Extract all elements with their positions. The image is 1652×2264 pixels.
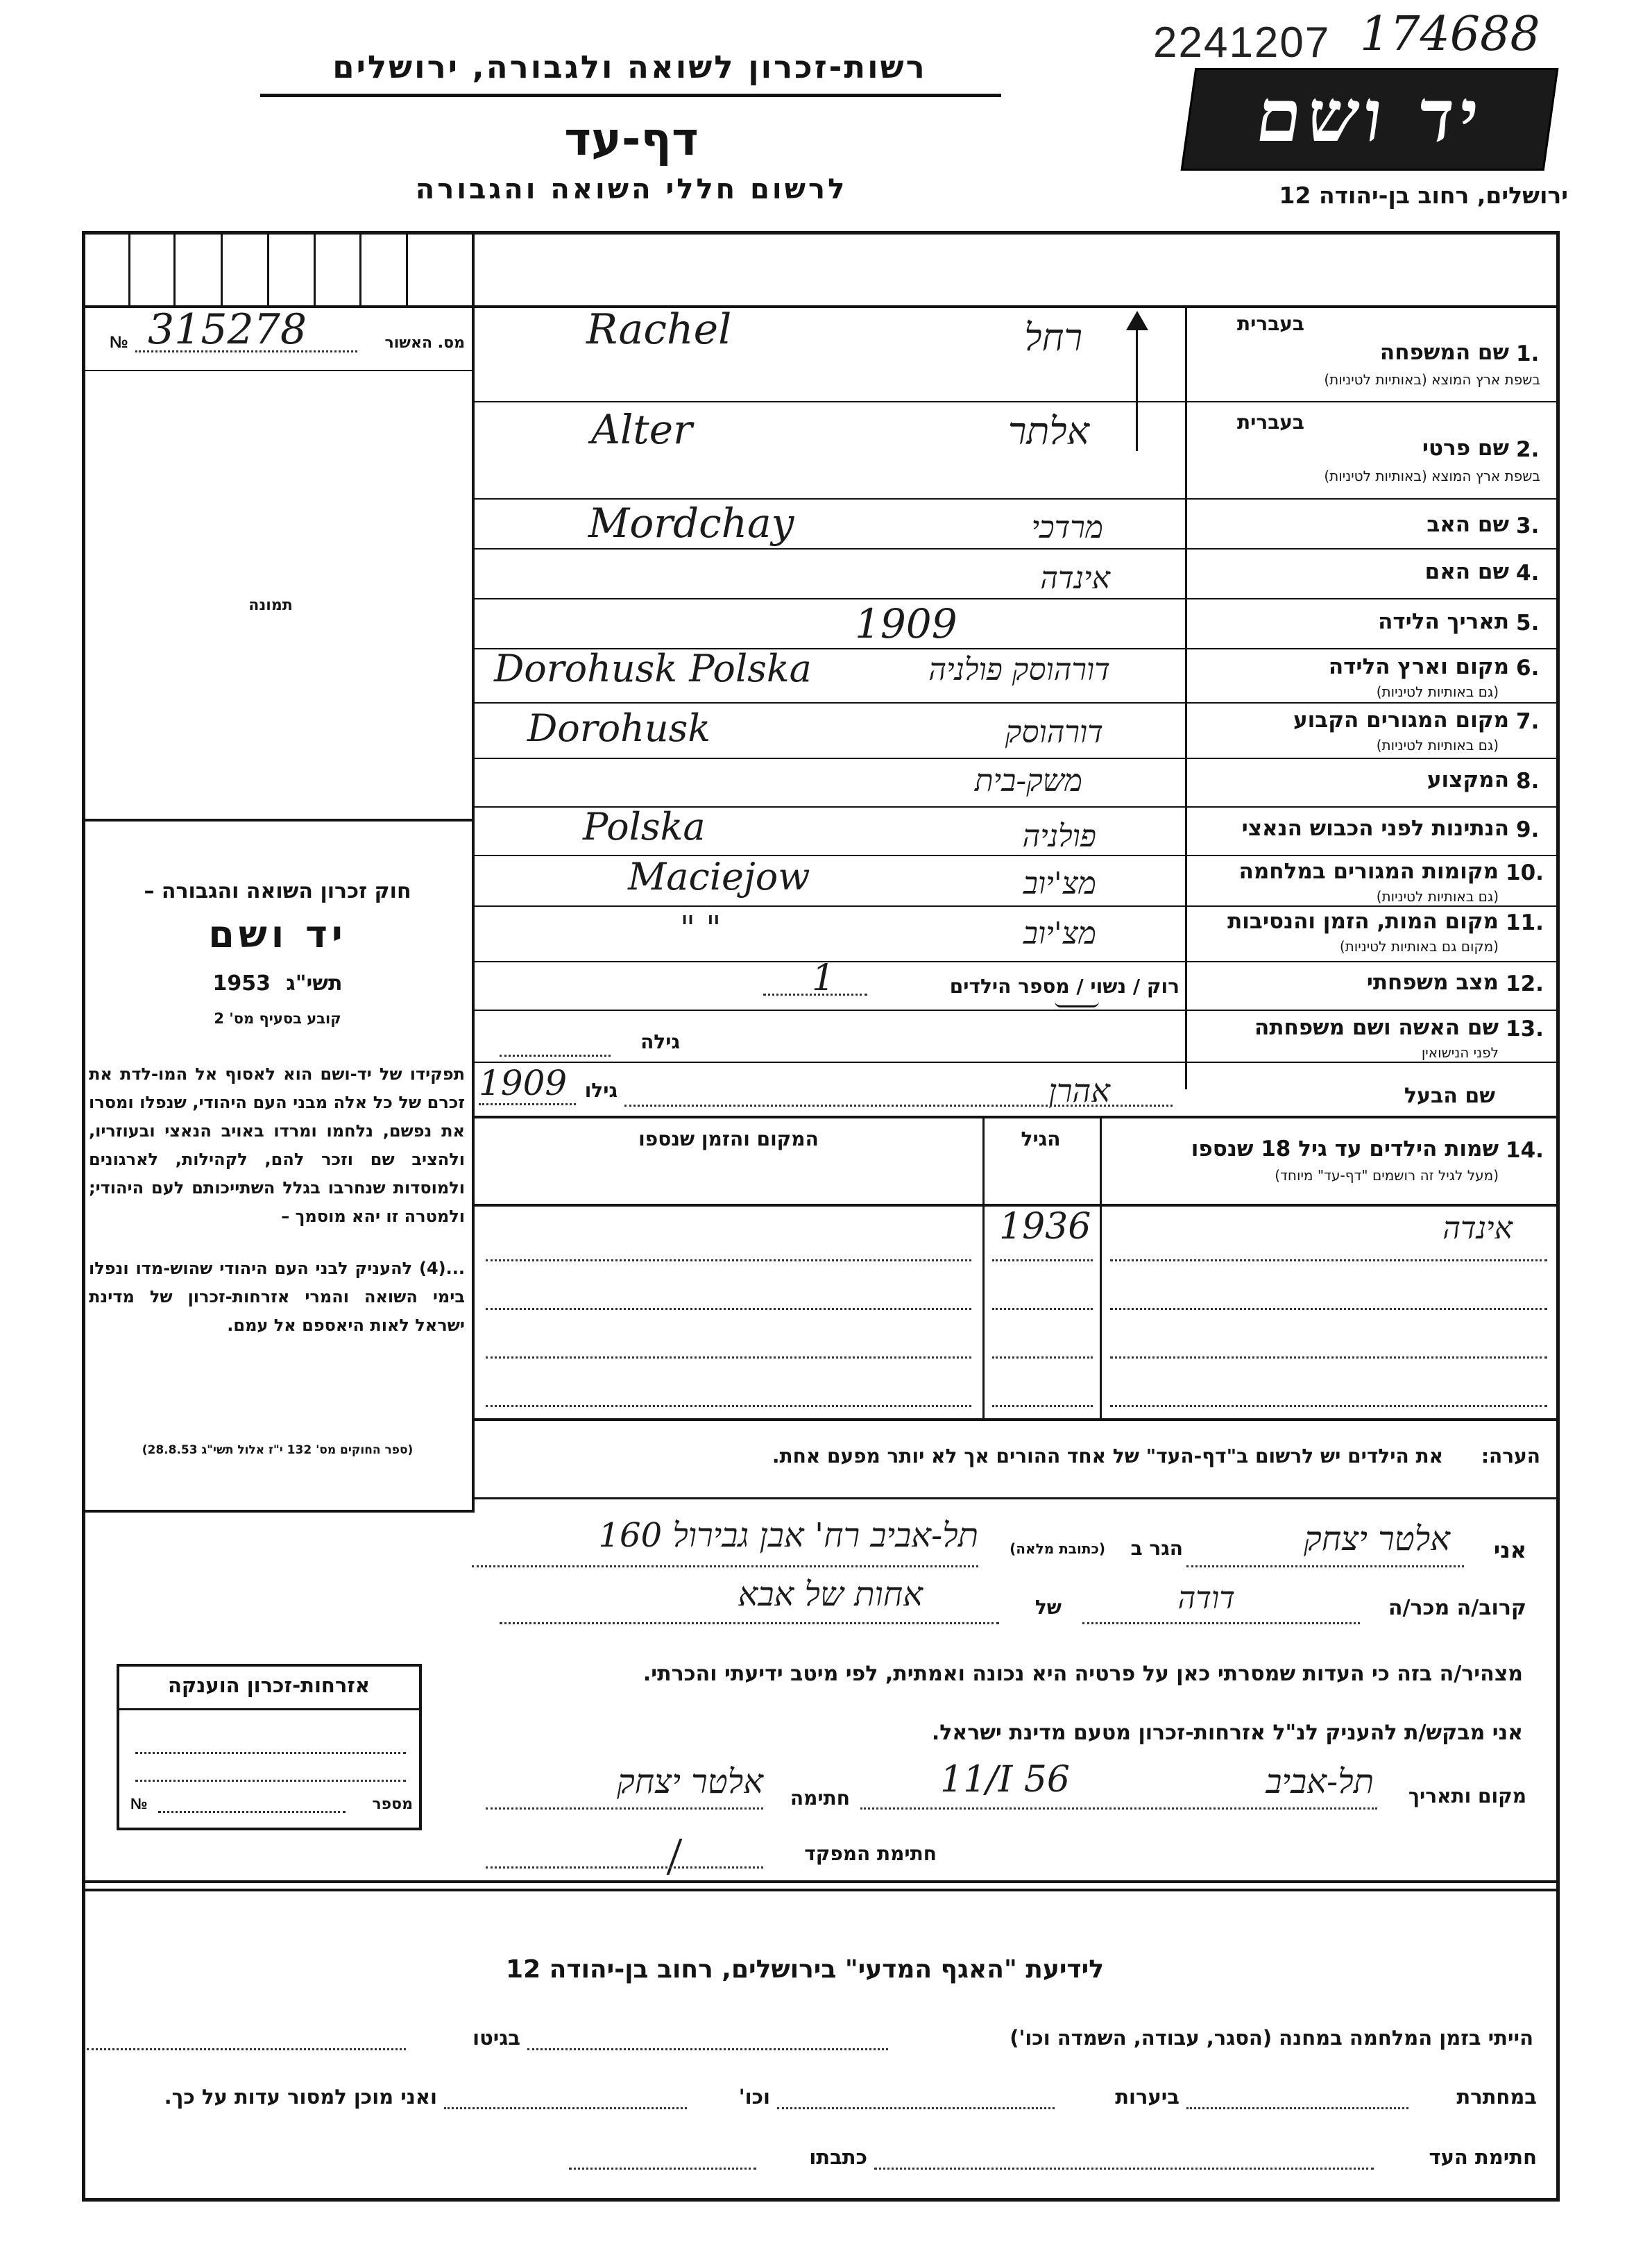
marital-options: רוק / נשוי / מספר הילדים [949,975,1180,998]
citizenship-title: אזרחות-זכרון הוענקה [167,1674,371,1697]
living-in-label: הגר ב [1130,1537,1183,1560]
law-year-hebrew: תשי"ג [286,971,343,996]
note-label: הערה: [1481,1445,1540,1467]
field-1-lang-note: בעברית [1236,312,1304,335]
annotation-arrow-shaft [1136,326,1138,451]
declarant-name: אלטר יצחק [1304,1520,1450,1558]
field-12-label: מצב משפחתי [1366,970,1499,995]
field-11-number: 11. [1506,910,1544,935]
place-date-label: מקום ותאריך [1408,1785,1526,1807]
birth-date: 1909 [855,600,957,647]
children-age-header: הגיל [1021,1127,1061,1150]
law-text-2: ...(4) להעניק לבני העם היהודי שהוש-מדו ונפלו בימי השואה והמרי אזרחות-זכרון של מדינת ישראל לאות היאספם אל עמם. [89,1259,465,1335]
law-year-line [90,971,465,996]
place-value: תל-אביב [1266,1762,1374,1801]
inspector-label: חתימת המפקד [804,1842,937,1865]
field-9-label: הנתינות לפני הכבוש הנאצי [1241,816,1509,841]
stamp-number: 2241207 [1153,19,1331,67]
children-label: שמות הילדים עד גיל 18 שנספו [1191,1137,1499,1161]
field-6-sub: (גם באותיות לטיניות) [1376,683,1499,700]
field-12-number: 12. [1506,971,1544,996]
cert-no-prefix: № [110,333,128,352]
handwritten-number: 174688 [1360,7,1540,62]
mother-name-hebrew: אינדה [1040,561,1110,596]
law-name: יד ושם [208,912,347,956]
footer-line3-b: כתבתו [809,2145,867,2169]
field-3-label: שם האב [1427,512,1509,537]
relative-label: קרוב/ה מכר/ה [1388,1596,1526,1620]
field-11-sub: (מקום גם באותיות לטיניות) [1339,938,1499,955]
of-label: של [1034,1596,1062,1619]
yad-vashem-logo [1181,68,1559,171]
footer-line2-a: במחתרת [1456,2085,1537,2109]
field-2-number: 2. [1516,437,1540,462]
page-title: דף-עד [564,112,699,166]
header-rule [260,94,1001,97]
field-1-label: שם המשפחה [1379,340,1509,365]
death-place-hebrew: מצ'יוב [1023,916,1096,951]
husband-name-value: אהרן [1048,1072,1110,1109]
declarant-label: אני [1493,1537,1526,1563]
wartime-residence-hebrew: מצ'יוב [1023,866,1096,901]
field-2-lang-note: בעברית [1236,411,1304,434]
page-subtitle: לרשום חללי השואה והגבורה [415,173,848,205]
surname-latin: Rachel [586,305,732,354]
birthplace-latin: Dorohusk Polska [494,647,812,690]
children-place-header: המקום והזמן שנספו [638,1127,819,1150]
footer-line2-d: ואני מוכן למסור עדות על כך. [164,2085,437,2109]
field-7-sub: (גם באותיות לטיניות) [1376,737,1499,754]
field-10-label: מקומות המגורים במלחמה [1238,859,1499,884]
field-6-number: 6. [1516,656,1540,681]
footer-line2-b: ביערות [1115,2085,1180,2109]
declarant-address: תל-אביב רח' אבן גבירול 160 [598,1516,978,1555]
authority-name: רשות-זכרון לשואה ולגבורה, ירושלים [332,49,927,85]
header-address: ירושלים, רחוב בן-יהודה 12 [1279,182,1568,209]
label-column-divider [1185,305,1187,1089]
field-5-number: 5. [1516,611,1540,636]
law-reference: (ספר החוקים מס' 132 י"ז אלול תשי"ג 28.8.53) [142,1443,414,1457]
citizenship-number-label: מספר [372,1796,413,1813]
relation-of-value: אחות של אבא [738,1575,923,1614]
residence-hebrew: דורהוסק [1005,715,1103,750]
death-place-ditto: " " [680,909,722,948]
field-2-label: שם פרטי [1422,436,1509,461]
full-address-note: (כתובת מלאה) [1010,1540,1105,1557]
father-name-latin: Mordchay [588,500,794,547]
field-7-label: מקום המגורים הקבוע [1293,708,1509,733]
signature-value: אלטר יצחק [617,1762,763,1801]
footer-line2-c: וכו' [738,2085,770,2109]
law-clause: קובע בסעיף מס' 2 [214,1010,341,1027]
law-text-1: תפקידו של יד-ושם הוא לאסוף אל המו-לדת את זכרם של כל אלה מבני העם היהודי, שנפלו ומסרו את נפשם, נלחמו ומרדו באויב הנאצי ובעוזריו, ולהציב שם וזכר להם, לקהילות, לארגונים ולמוסדות שנחרבו בגלל השתייכותם לעם היהודי; ולמטרה זו יהא מוסמך – [89,1064,465,1226]
field-4-label: שם האם [1424,559,1509,584]
field-10-sub: (גם באותיות לטיניות) [1376,888,1499,905]
photo-label: תמונה [248,597,293,614]
field-2-sub: בשפת ארץ המוצא (באותיות לטיניות) [1324,468,1540,484]
husband-age-label: גילו [584,1079,618,1102]
signature-label: חתימה [790,1787,850,1810]
field-13-sub: לפני הנישואין [1421,1044,1499,1061]
nationality-hebrew: פולניה [1022,819,1096,854]
footer-line1-a: הייתי בזמן המלחמה במחנה (הסגר, עבודה, השמדה וכו') [1010,2026,1533,2050]
cert-number-label: מס. האשור [384,334,465,352]
field-7-number: 7. [1516,709,1540,734]
footer-line3-a: חתימת העד [1429,2145,1537,2169]
field-11-label: מקום המות, הזמן והנסיבות [1227,909,1499,934]
annotation-arrow-head [1126,311,1148,330]
first-name-hebrew: אלתר [1007,409,1089,453]
relation-value: דודה [1177,1581,1235,1616]
surname-hebrew: רחל [1024,316,1082,359]
children-sub: (מעל לגיל זה רושמים "דף-עד" מיוחד) [1275,1167,1499,1184]
husband-label: שם הבעל [1404,1084,1495,1108]
wife-age-label: גילה [640,1030,680,1053]
residence-latin: Dorohusk [527,706,711,750]
field-9-number: 9. [1516,817,1540,842]
declaration-statement: מצהיר/ה בזה כי העדות שמסרתי כאן על פרטיה היא נכונה ואמתית, לפי מיטב ידיעתי והכרתי. [642,1662,1523,1686]
field-8-label: המקצוע [1427,767,1509,792]
declaration-request: אני מבקש/ת להעניק לנ"ל אזרחות-זכרון מטעם מדינת ישראל. [931,1721,1523,1745]
cert-number-value: 315278 [148,305,307,354]
logo-text: יד ושם [1250,73,1490,158]
field-3-number: 3. [1516,513,1540,538]
field-8-number: 8. [1516,769,1540,794]
wartime-residence-latin: Maciejow [628,855,810,899]
footer-line1-b: בגיטו [472,2026,520,2050]
field-4-number: 4. [1516,561,1540,586]
nationality-latin: Polska [583,805,706,849]
birthplace-hebrew: דורהוסק פולניה [928,652,1110,688]
field-6-label: מקום וארץ הלידה [1328,654,1509,679]
left-column-divider [472,231,475,1510]
citizenship-no-prefix: № [130,1795,148,1812]
field-13-label: שם האשה ושם משפחתה [1254,1015,1499,1040]
first-name-latin: Alter [591,406,692,453]
child-1-name: אינדה [1442,1211,1513,1246]
date-value: 11/I 56 [940,1759,1070,1801]
field-10-number: 10. [1506,860,1544,885]
child-1-age: 1936 [999,1206,1091,1248]
field-13-number: 13. [1506,1016,1544,1041]
children-count: 1 [812,957,835,999]
footer-title: לידיעת "האגף המדעי" בירושלים, רחוב בן-יהודה 12 [506,1955,1104,1984]
field-1-number: 1. [1516,341,1540,366]
field-5-label: תאריך הלידה [1378,609,1509,634]
married-underline [1055,1001,1099,1007]
children-number: 14. [1506,1138,1544,1163]
husband-age-value: 1909 [479,1063,568,1103]
profession-hebrew: משק-בית [974,763,1082,799]
law-title: חוק זכרון השואה והגבורה – [144,879,411,903]
father-name-hebrew: מרדכי [1031,510,1103,545]
note-text: את הילדים יש לרשום ב"דף-העד" של אחד ההורים אך לא יותר מפעם אחת. [772,1445,1443,1467]
law-year: 1953 [212,971,271,996]
field-1-sub: בשפת ארץ המוצא (באותיות לטיניות) [1324,371,1540,388]
